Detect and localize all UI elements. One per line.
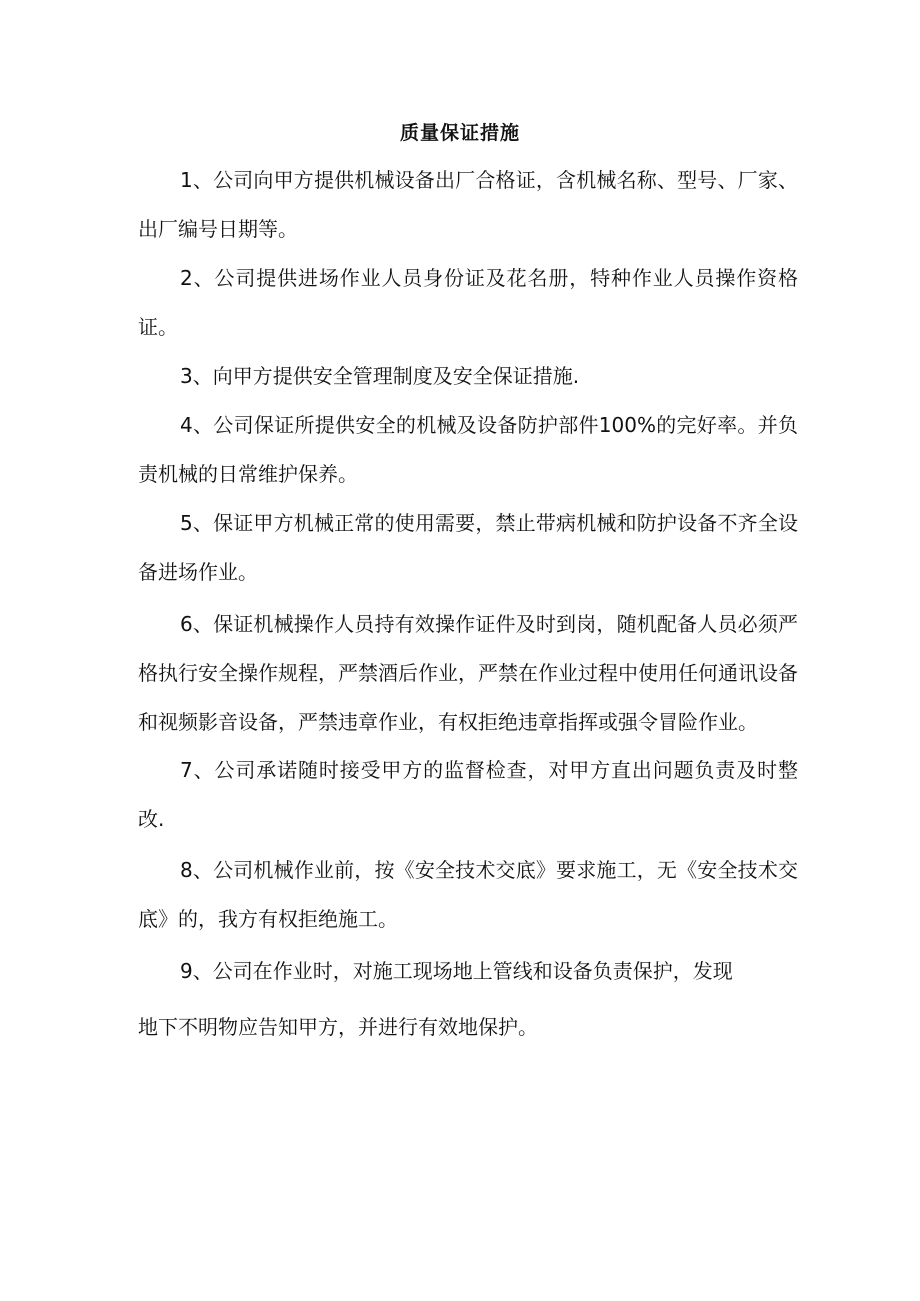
item-1: 1、公司向甲方提供机械设备出厂合格证，含机械名称、型号、厂家、出厂编号日期等。 bbox=[138, 168, 798, 241]
item-7: 7、公司承诺随时接受甲方的监督检查，对甲方直出问题负责及时整改. bbox=[138, 758, 798, 831]
item-4: 4、公司保证所提供安全的机械及设备防护部件100%的完好率。并负责机械的日常维护保养。 bbox=[138, 413, 798, 486]
page-title: 质量保证措施 bbox=[399, 122, 520, 144]
item-5: 5、保证甲方机械正常的使用需要，禁止带病机械和防护设备不齐全设备进场作业。 bbox=[138, 511, 798, 584]
item-9-line-2: 地下不明物应告知甲方，并进行有效地保护。 bbox=[138, 1015, 538, 1039]
item-3: 3、向甲方提供安全管理制度及安全保证措施. bbox=[180, 364, 580, 388]
item-6: 6、保证机械操作人员持有效操作证件及时到岗，随机配备人员必须严格执行安全操作规程，严禁酒后作业，严禁在作业过程中使用任何通讯设备和视频影音设备，严禁违章作业，有权拒绝违章指挥或强令冒险作业。 bbox=[138, 612, 798, 734]
item-9-line-1: 9、公司在作业时，对施工现场地上管线和设备负责保护，发现 bbox=[180, 959, 733, 983]
item-8: 8、公司机械作业前，按《安全技术交底》要求施工，无《安全技术交底》的，我方有权拒绝施工。 bbox=[138, 858, 798, 931]
item-2: 2、公司提供进场作业人员身份证及花名册，特种作业人员操作资格证。 bbox=[138, 266, 798, 339]
